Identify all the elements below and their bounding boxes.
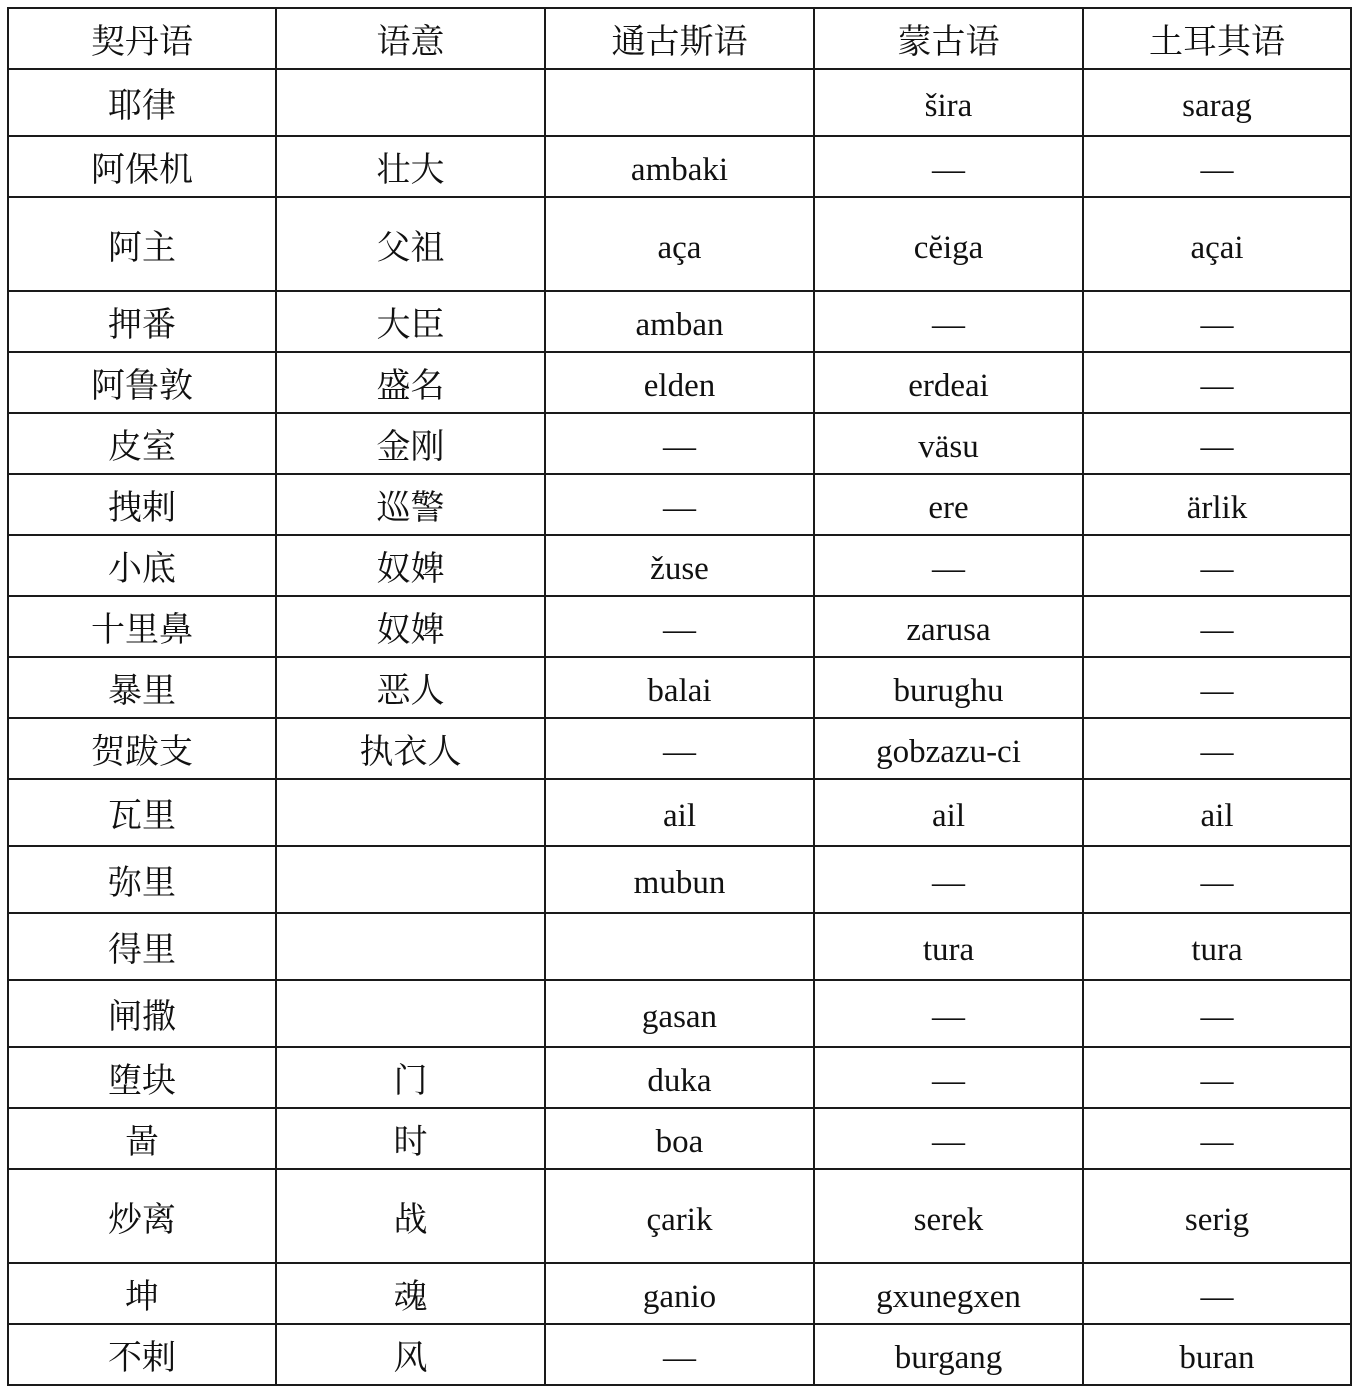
khitan-cell: 十里鼻 xyxy=(8,596,276,657)
turkic-cell: sarag xyxy=(1083,69,1351,136)
turkic-cell: ärlik xyxy=(1083,474,1351,535)
mongolian-cell: gobzazu-ci xyxy=(814,718,1083,779)
mongolian-cell: — xyxy=(814,846,1083,913)
header-tungusic: 通古斯语 xyxy=(545,8,814,69)
table-row xyxy=(8,596,1351,657)
meaning-cell: 壮大 xyxy=(276,136,545,197)
mongolian-cell: burughu xyxy=(814,657,1083,718)
meaning-cell: 战 xyxy=(276,1169,545,1263)
khitan-cell: 阿主 xyxy=(8,197,276,291)
mongolian-cell: šira xyxy=(814,69,1083,136)
mongolian-cell: — xyxy=(814,1047,1083,1108)
header-khitan: 契丹语 xyxy=(8,8,276,69)
tungusic-cell xyxy=(545,69,814,136)
khitan-cell: 皮室 xyxy=(8,413,276,474)
table-row xyxy=(8,779,1351,846)
table-row xyxy=(8,291,1351,352)
khitan-cell: 贺跋支 xyxy=(8,718,276,779)
mongolian-cell: väsu xyxy=(814,413,1083,474)
header-meaning: 语意 xyxy=(276,8,545,69)
tungusic-cell: — xyxy=(545,413,814,474)
mongolian-cell: — xyxy=(814,291,1083,352)
mongolian-cell: — xyxy=(814,535,1083,596)
mongolian-cell: — xyxy=(814,136,1083,197)
turkic-cell: — xyxy=(1083,413,1351,474)
turkic-cell: — xyxy=(1083,352,1351,413)
khitan-cell: 暴里 xyxy=(8,657,276,718)
tungusic-cell: boa xyxy=(545,1108,814,1169)
khitan-cell: 堕块 xyxy=(8,1047,276,1108)
table-row xyxy=(8,1263,1351,1324)
turkic-cell: — xyxy=(1083,136,1351,197)
meaning-cell xyxy=(276,779,545,846)
khitan-cell: 弥里 xyxy=(8,846,276,913)
table-row xyxy=(8,1047,1351,1108)
meaning-cell: 门 xyxy=(276,1047,545,1108)
mongolian-cell: — xyxy=(814,980,1083,1047)
meaning-cell xyxy=(276,913,545,980)
header-mongolian: 蒙古语 xyxy=(814,8,1083,69)
meaning-cell: 魂 xyxy=(276,1263,545,1324)
mongolian-cell: serek xyxy=(814,1169,1083,1263)
khitan-cell: 坤 xyxy=(8,1263,276,1324)
tungusic-cell: ambaki xyxy=(545,136,814,197)
table-row xyxy=(8,718,1351,779)
mongolian-cell: — xyxy=(814,1108,1083,1169)
khitan-cell: 闸撒 xyxy=(8,980,276,1047)
khitan-cell: 小底 xyxy=(8,535,276,596)
mongolian-cell: ere xyxy=(814,474,1083,535)
meaning-cell: 奴婢 xyxy=(276,535,545,596)
tungusic-cell: ail xyxy=(545,779,814,846)
khitan-cell: 啚 xyxy=(8,1108,276,1169)
table-body xyxy=(8,69,1351,1385)
tungusic-cell: — xyxy=(545,1324,814,1385)
khitan-cell: 瓦里 xyxy=(8,779,276,846)
table-row xyxy=(8,913,1351,980)
mongolian-cell: burgang xyxy=(814,1324,1083,1385)
khitan-cell: 阿保机 xyxy=(8,136,276,197)
tungusic-cell: — xyxy=(545,596,814,657)
table-row xyxy=(8,69,1351,136)
tungusic-cell: elden xyxy=(545,352,814,413)
word-comparison-table xyxy=(7,7,1352,1386)
table-row xyxy=(8,657,1351,718)
mongolian-cell: zarusa xyxy=(814,596,1083,657)
meaning-cell xyxy=(276,69,545,136)
turkic-cell: buran xyxy=(1083,1324,1351,1385)
turkic-cell: — xyxy=(1083,535,1351,596)
meaning-cell xyxy=(276,980,545,1047)
table-row xyxy=(8,136,1351,197)
table-row xyxy=(8,413,1351,474)
turkic-cell: — xyxy=(1083,846,1351,913)
tungusic-cell: aça xyxy=(545,197,814,291)
turkic-cell: tura xyxy=(1083,913,1351,980)
tungusic-cell: balai xyxy=(545,657,814,718)
khitan-cell: 押番 xyxy=(8,291,276,352)
meaning-cell: 巡警 xyxy=(276,474,545,535)
table-row xyxy=(8,197,1351,291)
tungusic-cell xyxy=(545,913,814,980)
table-row xyxy=(8,846,1351,913)
mongolian-cell: tura xyxy=(814,913,1083,980)
tungusic-cell: žuse xyxy=(545,535,814,596)
table-row xyxy=(8,1324,1351,1385)
khitan-cell: 得里 xyxy=(8,913,276,980)
khitan-cell: 拽剌 xyxy=(8,474,276,535)
tungusic-cell: çarik xyxy=(545,1169,814,1263)
turkic-cell: — xyxy=(1083,718,1351,779)
meaning-cell: 执衣人 xyxy=(276,718,545,779)
meaning-cell: 时 xyxy=(276,1108,545,1169)
tungusic-cell: duka xyxy=(545,1047,814,1108)
khitan-cell: 耶律 xyxy=(8,69,276,136)
table-row xyxy=(8,1108,1351,1169)
turkic-cell: serig xyxy=(1083,1169,1351,1263)
tungusic-cell: — xyxy=(545,718,814,779)
table-row xyxy=(8,474,1351,535)
mongolian-cell: cĕiga xyxy=(814,197,1083,291)
meaning-cell: 恶人 xyxy=(276,657,545,718)
turkic-cell: — xyxy=(1083,291,1351,352)
tungusic-cell: mubun xyxy=(545,846,814,913)
header-turkic: 土耳其语 xyxy=(1083,8,1351,69)
meaning-cell: 大臣 xyxy=(276,291,545,352)
tungusic-cell: gasan xyxy=(545,980,814,1047)
turkic-cell: — xyxy=(1083,1047,1351,1108)
khitan-cell: 阿鲁敦 xyxy=(8,352,276,413)
turkic-cell: — xyxy=(1083,1263,1351,1324)
mongolian-cell: ail xyxy=(814,779,1083,846)
table-row xyxy=(8,535,1351,596)
khitan-cell: 炒离 xyxy=(8,1169,276,1263)
khitan-cell: 不剌 xyxy=(8,1324,276,1385)
turkic-cell: — xyxy=(1083,657,1351,718)
meaning-cell xyxy=(276,846,545,913)
turkic-cell: — xyxy=(1083,596,1351,657)
header-row xyxy=(8,8,1351,69)
table-row xyxy=(8,352,1351,413)
meaning-cell: 盛名 xyxy=(276,352,545,413)
mongolian-cell: erdeai xyxy=(814,352,1083,413)
meaning-cell: 父祖 xyxy=(276,197,545,291)
turkic-cell: açai xyxy=(1083,197,1351,291)
turkic-cell: ail xyxy=(1083,779,1351,846)
mongolian-cell: gxunegxen xyxy=(814,1263,1083,1324)
tungusic-cell: ganio xyxy=(545,1263,814,1324)
tungusic-cell: — xyxy=(545,474,814,535)
table-row xyxy=(8,980,1351,1047)
meaning-cell: 风 xyxy=(276,1324,545,1385)
meaning-cell: 奴婢 xyxy=(276,596,545,657)
table-row xyxy=(8,1169,1351,1263)
turkic-cell: — xyxy=(1083,980,1351,1047)
turkic-cell: — xyxy=(1083,1108,1351,1169)
tungusic-cell: amban xyxy=(545,291,814,352)
meaning-cell: 金刚 xyxy=(276,413,545,474)
